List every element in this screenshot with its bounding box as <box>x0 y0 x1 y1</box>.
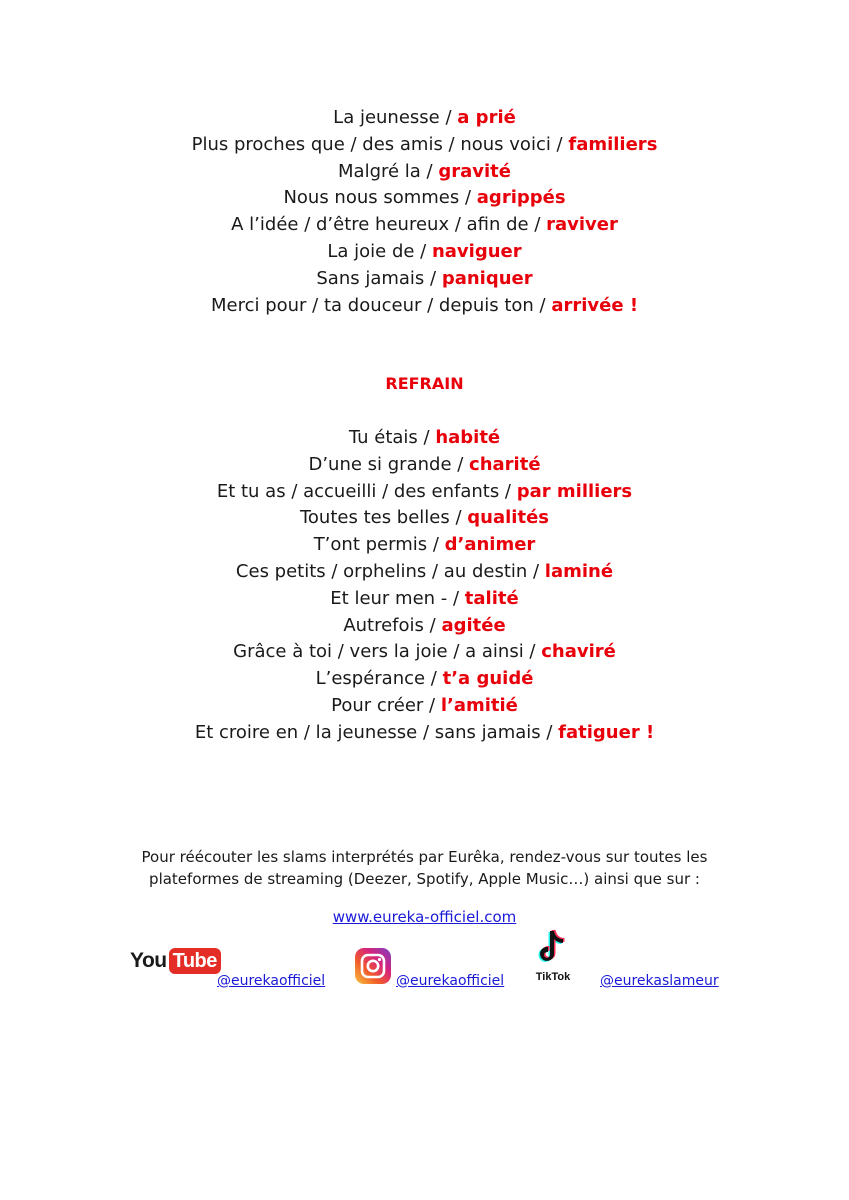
tiktok-handle-row <box>600 972 719 990</box>
lyric-rhyme-highlight: habité <box>435 427 501 448</box>
lyric-text: Malgré la / <box>338 160 439 182</box>
youtube-handle-row <box>217 972 325 990</box>
lyric-rhyme-highlight: qualités <box>467 507 549 529</box>
verse-1 <box>0 105 849 319</box>
lyric-text: Autrefois / <box>343 614 442 636</box>
lyric-line <box>0 159 849 186</box>
lyric-rhyme-highlight: fatiguer ! <box>558 721 655 743</box>
lyric-text: L’espérance / <box>315 668 443 690</box>
lyric-line <box>0 185 849 212</box>
lyric-rhyme-highlight: chaviré <box>541 641 616 663</box>
lyric-line <box>0 505 849 532</box>
youtube-logo-you: You <box>130 949 167 972</box>
youtube-handle-link[interactable]: @eurekaofficiel <box>217 973 326 989</box>
lyric-line <box>0 293 849 320</box>
lyric-rhyme-highlight: talité <box>464 587 519 609</box>
instagram-handle-row <box>396 972 504 990</box>
lyric-rhyme-highlight: a prié <box>457 107 516 128</box>
lyric-text: La joie de / <box>327 240 432 262</box>
instagram-icon-glyph <box>355 948 391 984</box>
lyric-rhyme-highlight: familiers <box>568 133 658 155</box>
lyric-rhyme-highlight: agitée <box>441 614 506 636</box>
youtube-logo-tube: Tube <box>169 948 221 974</box>
lyric-rhyme-highlight: agrippés <box>476 187 566 209</box>
lyric-text: Et tu as / accueilli / des enfants / <box>216 480 517 502</box>
lyric-rhyme-highlight: arrivée ! <box>551 294 639 316</box>
lyric-line <box>0 452 849 479</box>
lyric-text: Sans jamais / <box>316 267 442 289</box>
website-link[interactable]: www.eureka-officiel.com <box>332 908 517 926</box>
lyric-rhyme-highlight: paniquer <box>441 267 533 289</box>
lyric-text: A l’idée / d’être heureux / afin de / <box>231 214 547 236</box>
refrain <box>0 425 849 747</box>
footer-line-1: Pour réécouter les slams interprétés par Eurêka, rendez-vous sur toutes les <box>141 848 708 866</box>
lyric-rhyme-highlight: t’a guidé <box>442 668 534 690</box>
refrain-title: REFRAIN <box>385 374 464 393</box>
lyric-rhyme-highlight: d’animer <box>444 534 536 556</box>
footer-line-2: plateformes de streaming (Deezer, Spotify, Apple Music…) ainsi que sur : <box>149 870 700 888</box>
lyric-text: Ces petits / orphelins / au destin / <box>235 560 545 582</box>
lyric-rhyme-highlight: gravité <box>438 160 511 182</box>
lyric-text: Grâce à toi / vers la joie / a ainsi / <box>233 641 542 663</box>
lyric-line <box>0 532 849 559</box>
lyric-line <box>0 212 849 239</box>
lyric-line <box>0 720 849 747</box>
website-link-row <box>0 906 849 928</box>
instagram-icon[interactable] <box>355 948 391 984</box>
tiktok-icon[interactable] <box>531 927 575 987</box>
lyric-text: La jeunesse / <box>333 107 458 128</box>
tiktok-note-icon <box>531 927 575 971</box>
tiktok-handle-link[interactable]: @eurekaslameur <box>600 973 719 989</box>
lyric-line <box>0 586 849 613</box>
lyric-line <box>0 266 849 293</box>
lyric-text: Merci pour / ta douceur / depuis ton / <box>210 294 552 316</box>
lyric-line <box>0 105 849 132</box>
lyric-text: Plus proches que / des amis / nous voici / <box>191 133 569 155</box>
lyric-rhyme-highlight: laminé <box>544 560 614 582</box>
lyric-line <box>0 693 849 720</box>
tiktok-logo-text: TikTok <box>535 971 571 983</box>
lyric-line <box>0 479 849 506</box>
lyric-line <box>0 239 849 266</box>
lyric-rhyme-highlight: naviguer <box>431 240 522 262</box>
footer-text <box>0 846 849 890</box>
youtube-logo[interactable] <box>130 946 221 976</box>
lyric-line <box>0 559 849 586</box>
lyric-line <box>0 132 849 159</box>
instagram-handle-link[interactable]: @eurekaofficiel <box>396 973 505 989</box>
lyric-text: Et croire en / la jeunesse / sans jamais / <box>194 721 559 743</box>
lyric-text: Nous nous sommes / <box>283 187 477 209</box>
lyric-rhyme-highlight: charité <box>469 453 541 475</box>
lyric-line <box>0 666 849 693</box>
lyric-rhyme-highlight: par milliers <box>516 480 633 502</box>
lyric-text: Tu étais / <box>348 427 436 448</box>
lyric-text: Et leur men - / <box>330 587 465 609</box>
lyric-rhyme-highlight: raviver <box>546 214 618 236</box>
lyric-text: Toutes tes belles / <box>299 507 468 529</box>
lyric-line <box>0 639 849 666</box>
lyric-line <box>0 613 849 640</box>
lyric-text: D’une si grande / <box>308 453 470 475</box>
lyric-text: T’ont permis / <box>313 534 445 556</box>
lyric-rhyme-highlight: l’amitié <box>440 694 518 716</box>
lyric-text: Pour créer / <box>331 694 441 716</box>
lyric-line <box>0 425 849 452</box>
